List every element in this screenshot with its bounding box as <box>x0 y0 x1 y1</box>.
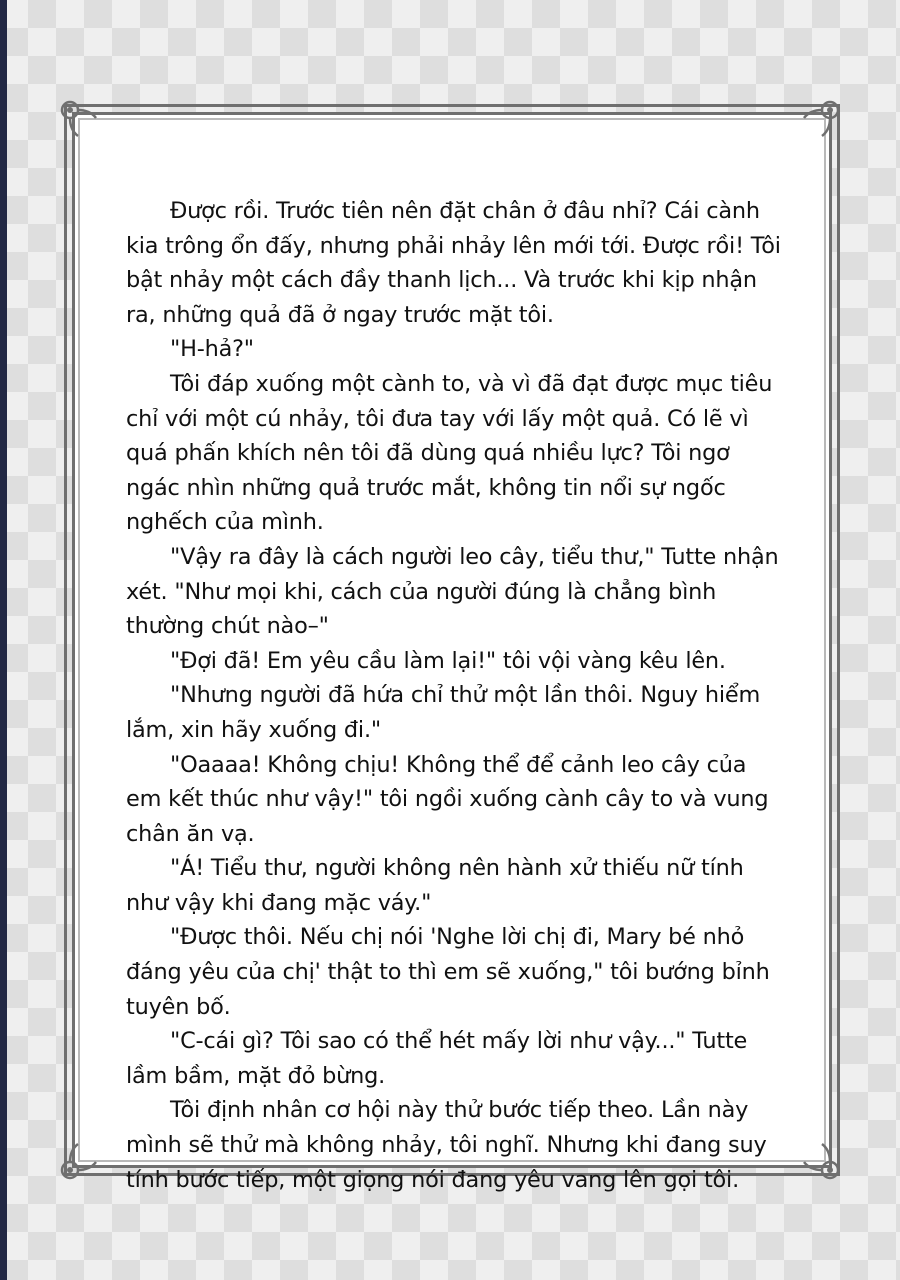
paragraph: "Nhưng người đã hứa chỉ thử một lần thôi. Nguy hiểm lắm, xin hãy xuống đi." <box>126 682 761 743</box>
paragraph: "C-cái gì? Tôi sao có thể hét mấy lời như vậy..." Tutte lầm bầm, mặt đỏ bừng. <box>126 1028 748 1089</box>
paragraph: "Đợi đã! Em yêu cầu làm lại!" tôi vội vàng kêu lên. <box>170 647 726 674</box>
paragraph: Tôi định nhân cơ hội này thử bước tiếp theo. Lần này mình sẽ thử mà không nhảy, tôi nghĩ. Nhưng khi đang suy tính bước tiếp, một giọng nói đang yêu vang lên gọi tôi. <box>126 1097 767 1193</box>
paragraph: "Được thôi. Nếu chị nói 'Nghe lời chị đi, Mary bé nhỏ đáng yêu của chị' thật to thì em sẽ xuống," tôi bướng bỉnh tuyên bố. <box>126 924 770 1020</box>
paragraph: Tôi đáp xuống một cành to, và vì đã đạt được mục tiêu chỉ với một cú nhảy, tôi đưa tay với lấy một quả. Có lẽ vì quá phấn khích nên tôi đã dùng quá nhiều lực? Tôi ngơ ngác nhìn những quả trước mắt, không tin nổi sự ngốc nghếch của mình. <box>126 370 773 536</box>
paragraph: "Oaaaa! Không chịu! Không thể để cảnh leo cây của em kết thúc như vậy!" tôi ngồi xuống cành cây to và vung chân ăn vạ. <box>126 751 769 847</box>
paragraph: "Vậy ra đây là cách người leo cây, tiểu thư," Tutte nhận xét. "Như mọi khi, cách của người đúng là chẳng bình thường chút nào–" <box>126 543 779 640</box>
corner-ornament-top-left <box>56 96 100 140</box>
story-text <box>126 194 786 1197</box>
page-edge-strip <box>0 0 7 1280</box>
corner-ornament-bottom-left <box>56 1140 100 1184</box>
paragraph: "Á! Tiểu thư, người không nên hành xử thiếu nữ tính như vậy khi đang mặc váy." <box>126 855 744 916</box>
corner-ornament-bottom-right <box>800 1140 844 1184</box>
paragraph: "H-hả?" <box>170 336 254 363</box>
corner-ornament-top-right <box>800 96 844 140</box>
paragraph: Được rồi. Trước tiên nên đặt chân ở đâu nhỉ? Cái cành kia trông ổn đấy, nhưng phải nhảy lên mới tới. Được rồi! Tôi bật nhảy một cách đầy thanh lịch... Và trước khi kịp nhận ra, những quả đã ở ngay trước mặt tôi. <box>126 198 781 328</box>
